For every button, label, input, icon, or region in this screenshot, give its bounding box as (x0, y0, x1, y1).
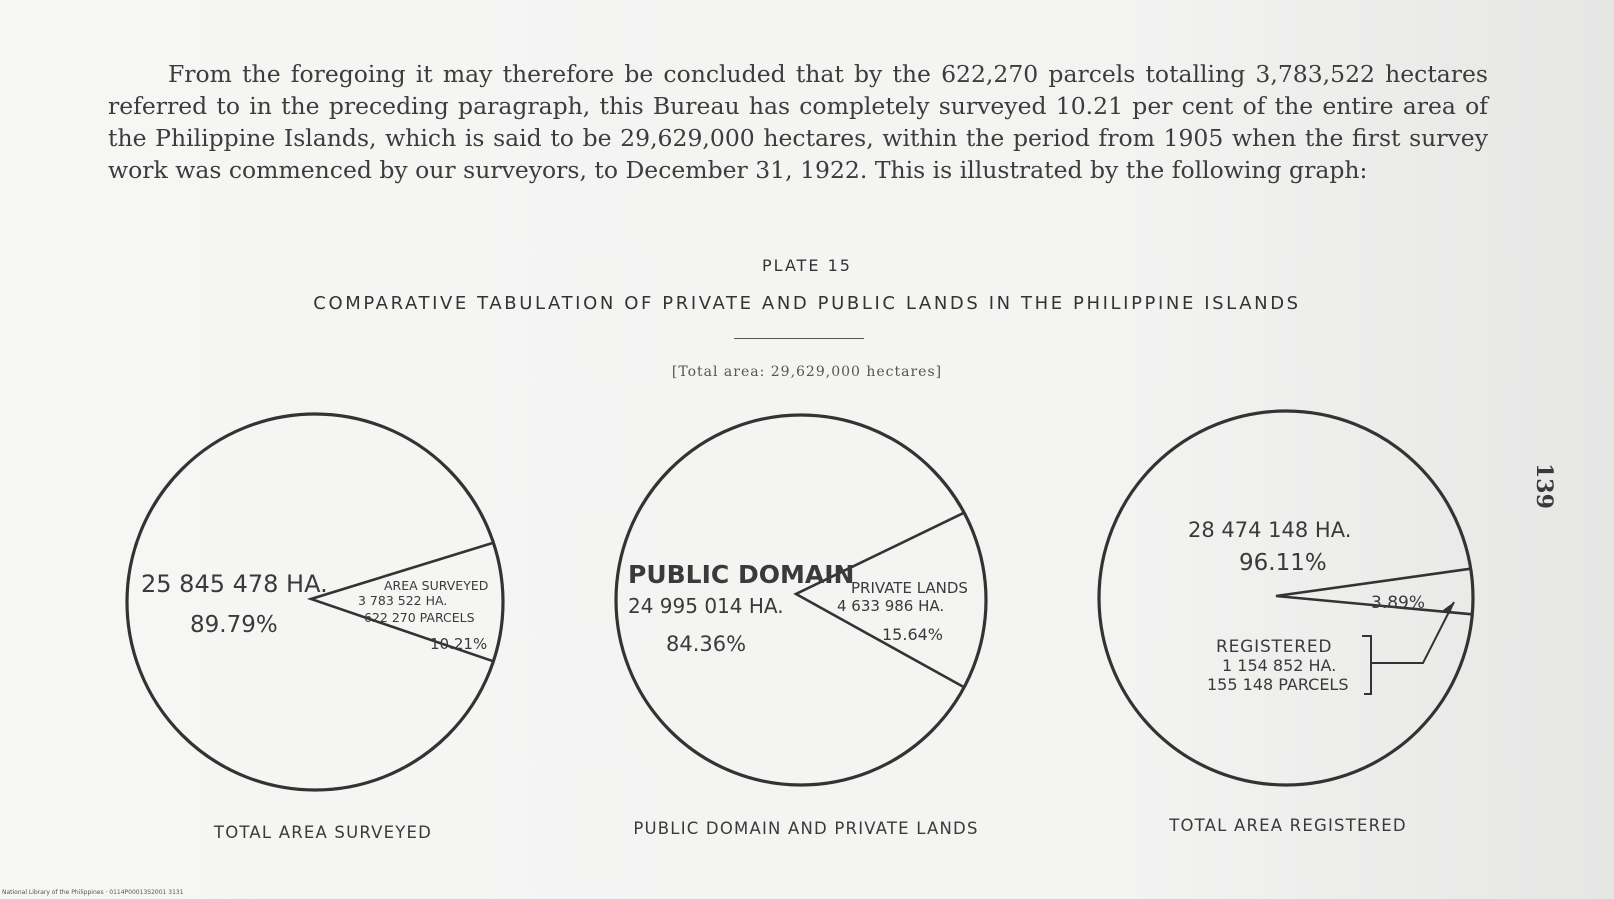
slice-label-minor-line2: 4 633 986 HA. (837, 597, 945, 615)
pie-chart-public-private (616, 415, 986, 838)
chart-title: PUBLIC DOMAIN AND PRIVATE LANDS (633, 819, 979, 838)
chart-title: TOTAL AREA REGISTERED (1169, 816, 1407, 835)
slice-label-minor-line3: 622 270 PARCELS (364, 610, 475, 625)
footer-note: National Library of the Philippines · 0114P00013S2001 3131 (2, 889, 184, 896)
slice-label-major-line1: PUBLIC DOMAIN (628, 560, 855, 589)
intro-paragraph: From the foregoing it may therefore be concluded that by the 622,270 parcels totalling 3,783,522 hectares referred to in the preceding paragraph, this Bureau has completely surveyed 10.21 per cent of the entire area of the Philippine Islands, which is said to be 29,629,000 hectares, within the period from 1905 when the first survey work was commenced by our surveyors, to December 31, 1922. This is illustrated by the following graph: (108, 60, 1488, 184)
slice-label-minor-line1: AREA SURVEYED (384, 578, 489, 593)
plate-label: PLATE 15 (762, 256, 852, 275)
plate-title: COMPARATIVE TABULATION OF PRIVATE AND PUBLIC LANDS IN THE PHILIPPINE ISLANDS (313, 293, 1301, 314)
pie-chart-total-area-registered (1099, 411, 1473, 835)
slice-label-minor-percent: 10.21% (430, 635, 488, 653)
slice-label-major-line1: 28 474 148 HA. (1188, 518, 1352, 542)
total-area-note: [Total area: 29,629,000 hectares] (671, 364, 943, 380)
page-number: 139 (1531, 463, 1557, 509)
slice-label-minor-line2: 3 783 522 HA. (358, 593, 448, 608)
slice-label-minor-line1: PRIVATE LANDS (851, 579, 968, 597)
slice-label-major-percent: 84.36% (666, 632, 747, 656)
slice-label-major-percent: 96.11% (1239, 550, 1327, 576)
chart-title: TOTAL AREA SURVEYED (213, 823, 433, 842)
slice-label-minor-percent: 3.89% (1371, 593, 1426, 613)
slice-label-major-percent: 89.79% (190, 612, 278, 638)
slice-label-minor-line2: 1 154 852 HA. (1222, 656, 1337, 675)
slice-label-minor-line1: REGISTERED (1216, 637, 1333, 657)
slice-label-minor-line3: 155 148 PARCELS (1207, 675, 1349, 694)
registered-bracket (1362, 636, 1371, 694)
slice-label-major-line1: 25 845 478 HA. (141, 570, 328, 598)
slice-label-minor-percent: 15.64% (882, 625, 944, 644)
pie-chart-total-area-surveyed (127, 414, 503, 842)
slice-label-major-line2: 24 995 014 HA. (628, 594, 784, 618)
